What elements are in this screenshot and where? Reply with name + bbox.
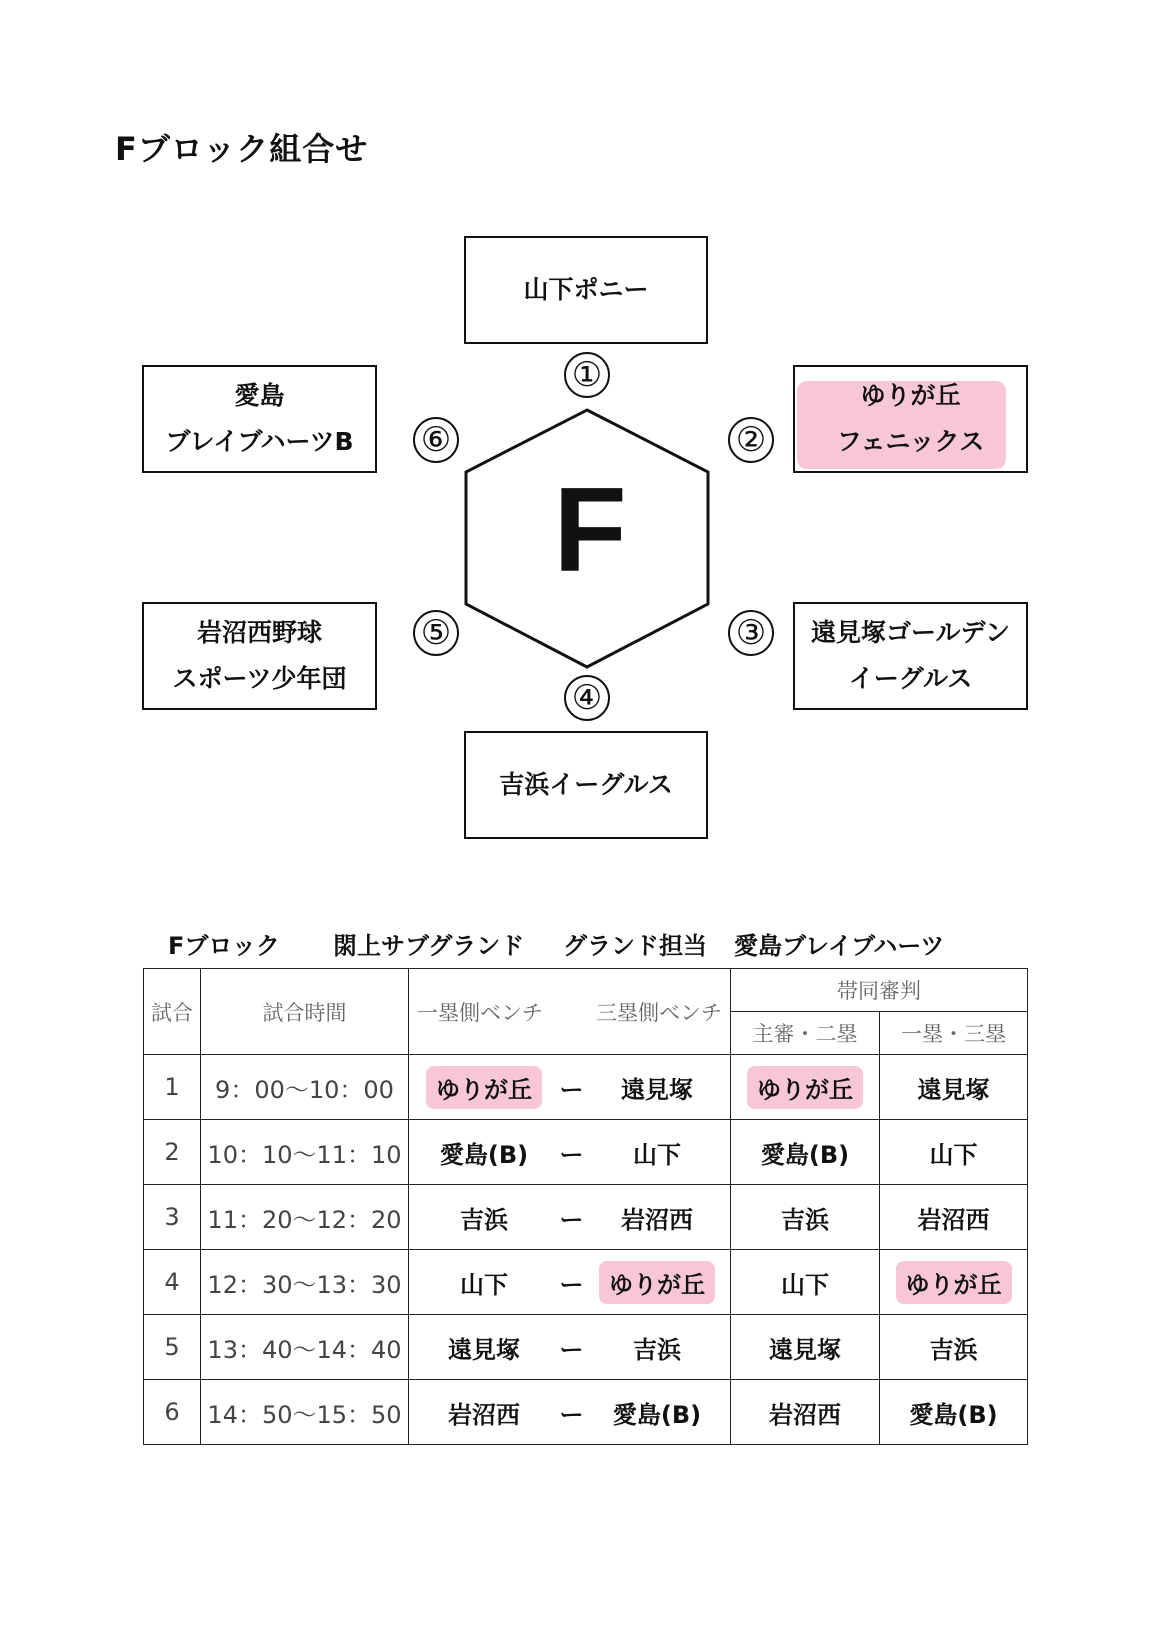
- team-name-line: 遠見塚ゴールデン: [810, 618, 1010, 647]
- team-name-line: ゆりが丘: [860, 381, 961, 410]
- header-bench: [409, 969, 731, 1055]
- match-number-1: ①: [564, 352, 610, 398]
- umpire-sub-team: 山下: [929, 1140, 978, 1169]
- umpire-sub-cell: [880, 1380, 1028, 1445]
- third-base-team: 岩沼西: [621, 1205, 693, 1234]
- bench-cell: [409, 1250, 731, 1315]
- ground-label: グランド担当: [563, 932, 707, 960]
- game-number: 3: [144, 1185, 201, 1250]
- umpire-main-cell: [731, 1055, 880, 1120]
- first-base-team: 吉浜: [460, 1205, 508, 1234]
- venue-name: 閖上サブグランド: [333, 932, 525, 960]
- team-name-line: 吉浜イーグルス: [499, 770, 673, 799]
- game-time: 9：00〜10：00: [201, 1055, 409, 1120]
- bench-cell: [409, 1185, 731, 1250]
- versus-dash: ー: [559, 1270, 584, 1299]
- header-first-base: 一塁側ベンチ: [417, 1000, 543, 1025]
- ground-team: 愛島ブレイブハーツ: [734, 932, 945, 960]
- team-box-bottom: [464, 731, 708, 839]
- bench-cell: [409, 1380, 731, 1445]
- team-name-line: ブレイブハーツB: [165, 427, 354, 456]
- bench-cell: [409, 1055, 731, 1120]
- header-umpire-main: 主審・二塁: [731, 1012, 880, 1055]
- header-umpire-sub: 一塁・三塁: [880, 1012, 1028, 1055]
- header-time: 試合時間: [201, 969, 409, 1055]
- match-number-6: ⑥: [413, 417, 459, 463]
- umpire-main-cell: [731, 1315, 880, 1380]
- first-base-team: 岩沼西: [448, 1400, 520, 1429]
- umpire-main-cell: [731, 1120, 880, 1185]
- umpire-sub-team: 岩沼西: [917, 1205, 990, 1234]
- versus-dash: ー: [559, 1335, 584, 1364]
- versus-dash: ー: [559, 1400, 584, 1429]
- table-row: [144, 1120, 1028, 1185]
- umpire-main-team: 愛島(B): [760, 1140, 850, 1169]
- team-name-line: 愛島: [234, 381, 285, 410]
- umpire-main-team: 山下: [781, 1270, 829, 1299]
- umpire-sub-cell: [880, 1055, 1028, 1120]
- header-game: 試合: [144, 969, 201, 1055]
- team-box-top-right: [793, 365, 1028, 473]
- third-base-team: 吉浜: [633, 1335, 681, 1364]
- match-number-3: ③: [728, 610, 774, 656]
- umpire-sub-team: ゆりが丘: [896, 1261, 1012, 1304]
- table-row: [144, 1250, 1028, 1315]
- block-name: Fブロック: [168, 932, 280, 960]
- table-row: [144, 1380, 1028, 1445]
- third-base-team: 山下: [633, 1140, 681, 1169]
- umpire-main-cell: [731, 1250, 880, 1315]
- team-box-bottom-right: [793, 602, 1028, 710]
- game-number: 1: [144, 1055, 201, 1120]
- bench-cell: [409, 1120, 731, 1185]
- game-time: 13：40〜14：40: [201, 1315, 409, 1380]
- team-box-bottom-left: [142, 602, 377, 710]
- table-row: [144, 1315, 1028, 1380]
- umpire-main-team: 遠見塚: [769, 1335, 841, 1364]
- game-number: 4: [144, 1250, 201, 1315]
- versus-dash: ー: [559, 1140, 584, 1169]
- third-base-team: 愛島(B): [612, 1400, 702, 1429]
- first-base-team: 遠見塚: [448, 1335, 520, 1364]
- team-name-line: イーグルス: [848, 664, 973, 693]
- header-umpire: 帯同審判: [731, 969, 1028, 1012]
- game-time: 12：30〜13：30: [201, 1250, 409, 1315]
- match-number-4: ④: [564, 675, 610, 721]
- game-time: 10：10〜11：10: [201, 1120, 409, 1185]
- third-base-team: 遠見塚: [621, 1075, 693, 1104]
- umpire-main-team: ゆりが丘: [747, 1066, 863, 1109]
- match-number-2: ②: [728, 417, 774, 463]
- schedule-table: [143, 968, 1028, 1445]
- team-box-top: [464, 236, 708, 344]
- umpire-sub-cell: [880, 1120, 1028, 1185]
- umpire-sub-cell: [880, 1250, 1028, 1315]
- umpire-main-cell: [731, 1185, 880, 1250]
- block-letter: F: [553, 463, 627, 597]
- table-row: [144, 1055, 1028, 1120]
- game-number: 5: [144, 1315, 201, 1380]
- table-row: [144, 1185, 1028, 1250]
- umpire-main-team: 吉浜: [781, 1205, 829, 1234]
- umpire-sub-team: 愛島(B): [909, 1400, 998, 1429]
- team-box-top-left: [142, 365, 377, 473]
- team-name-line: 山下ポニー: [523, 275, 649, 304]
- umpire-sub-cell: [880, 1185, 1028, 1250]
- versus-dash: ー: [559, 1075, 584, 1104]
- umpire-sub-team: 吉浜: [929, 1335, 978, 1364]
- first-base-team: 山下: [460, 1270, 508, 1299]
- game-number: 6: [144, 1380, 201, 1445]
- third-base-team: ゆりが丘: [599, 1261, 715, 1304]
- first-base-team: ゆりが丘: [426, 1066, 542, 1109]
- page-title: Fブロック組合せ: [115, 130, 369, 168]
- versus-dash: ー: [559, 1205, 584, 1234]
- team-name-line: 岩沼西野球: [196, 618, 322, 647]
- bench-cell: [409, 1315, 731, 1380]
- team-name-line: スポーツ少年団: [172, 664, 347, 693]
- match-number-5: ⑤: [413, 610, 459, 656]
- umpire-main-cell: [731, 1380, 880, 1445]
- game-time: 14：50〜15：50: [201, 1380, 409, 1445]
- header-third-base: 三塁側ベンチ: [596, 1000, 722, 1025]
- team-name-line: フェニックス: [836, 427, 985, 456]
- game-time: 11：20〜12：20: [201, 1185, 409, 1250]
- first-base-team: 愛島(B): [439, 1140, 529, 1169]
- umpire-sub-cell: [880, 1315, 1028, 1380]
- umpire-sub-team: 遠見塚: [917, 1075, 990, 1104]
- game-number: 2: [144, 1120, 201, 1185]
- umpire-main-team: 岩沼西: [769, 1400, 841, 1429]
